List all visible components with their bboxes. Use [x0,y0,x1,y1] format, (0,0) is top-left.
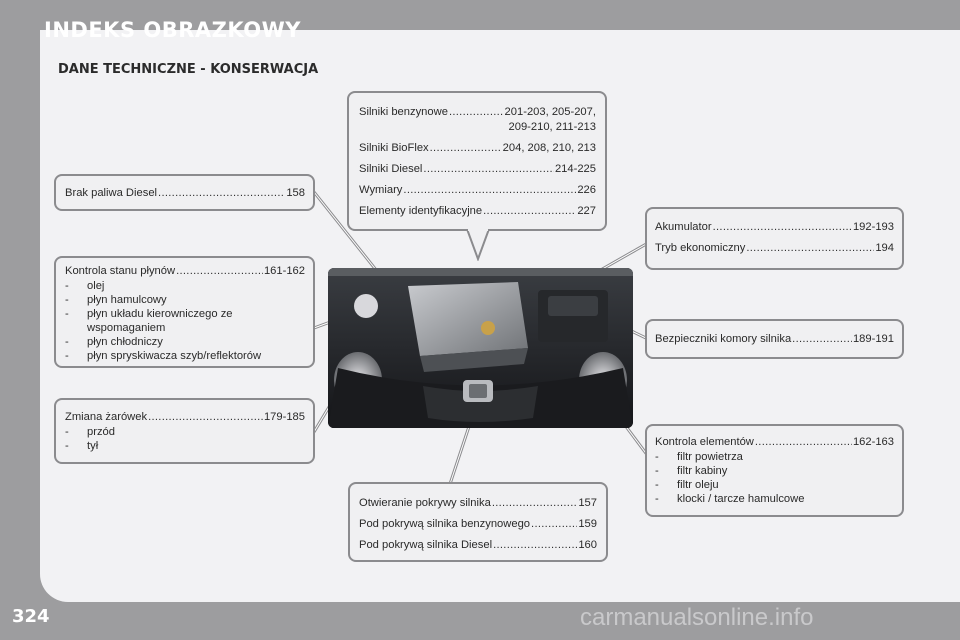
engines-box [347,91,607,231]
fuses-box [645,319,904,359]
list-item: - olej [65,280,105,292]
engine-bay-photo [328,268,633,428]
list-item: - filtr kabiny [655,465,728,477]
fluids-box [54,256,315,368]
engine-bay-illustration [328,268,633,428]
index-entry[interactable]: Tryb ekonomiczny ..... 194 [655,241,894,256]
section-title: DANE TECHNICZNE - KONSERWACJA [58,62,319,77]
list-item: - klocki / tarcze hamulcowe [655,493,805,505]
index-entry[interactable]: Brak paliwa Diesel ..... 158 [65,186,305,201]
list-item: - płyn hamulcowy [65,294,167,306]
list-item: - płyn układu kierowniczego ze [65,308,233,320]
checks-box [645,424,904,517]
battery-box [645,207,904,270]
bonnet-box [348,482,608,562]
index-entry[interactable]: Akumulator ..... 192-193 [655,220,894,235]
index-entry[interactable]: Silniki benzynowe ..... 201-203, 205-207, [359,105,596,120]
index-entry-continuation: 209-210, 211-213 [508,121,596,133]
watermark: carmanualsonline.info [580,604,814,631]
index-entry[interactable]: Pod pokrywą silnika benzynowego ..... 159 [359,517,597,532]
list-item: - płyn chłodniczy [65,336,163,348]
list-item: - filtr oleju [655,479,719,491]
bulbs-box [54,398,315,464]
index-entry[interactable]: Pod pokrywą silnika Diesel ..... 160 [359,538,597,553]
index-entry[interactable]: Otwieranie pokrywy silnika ..... 157 [359,496,597,511]
list-item: - tył [65,440,99,452]
list-item: - przód [65,426,115,438]
fuel-box [54,174,315,211]
list-item: - płyn spryskiwacza szyb/reflektorów [65,350,262,362]
index-entry[interactable]: Elementy identyfikacyjne ..... 227 [359,204,596,219]
index-entry[interactable]: Silniki BioFlex ..... 204, 208, 210, 213 [359,141,596,156]
index-entry[interactable]: Zmiana żarówek ..... 179-185 [65,410,305,425]
index-entry[interactable]: Silniki Diesel ..... 214-225 [359,162,596,177]
index-entry[interactable]: Wymiary ..... 226 [359,183,596,198]
engines-box-pointer [466,229,490,261]
page-title: INDEKS OBRAZKOWY [44,18,301,42]
index-entry[interactable]: Kontrola elementów ..... 162-163 [655,435,894,450]
list-item: - filtr powietrza [655,451,743,463]
index-entry[interactable]: Kontrola stanu płynów ..... 161-162 [65,264,305,279]
page-number: 324 [12,606,50,627]
index-entry[interactable]: Bezpieczniki komory silnika ..... 189-191 [655,332,894,347]
list-item-continuation: wspomaganiem [87,322,166,334]
